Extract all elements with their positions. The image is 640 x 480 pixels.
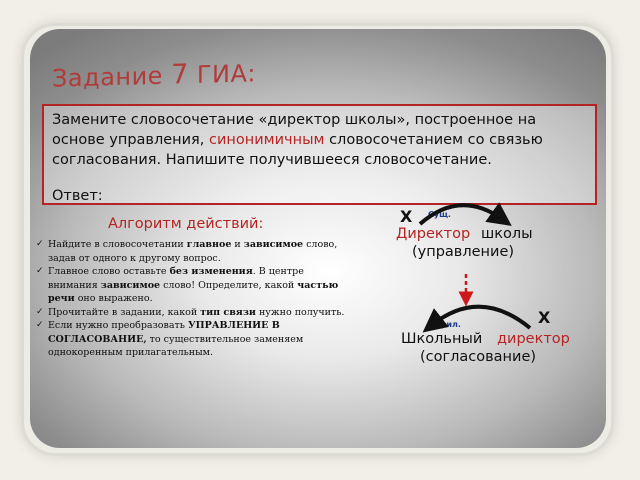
- title-number: 7: [171, 59, 189, 91]
- step-text: оно выражено.: [74, 293, 153, 304]
- title-prefix: Задание: [52, 61, 163, 93]
- step-text: без изменения: [169, 266, 253, 277]
- example1-link-type: (управление): [412, 244, 515, 260]
- example2-dependent-word: Школьный: [401, 331, 483, 347]
- cross-mark-2: X: [538, 308, 551, 327]
- check-icon: ✓: [36, 266, 44, 276]
- step-text: УПРАВЛЕНИЕ В СОГЛАСОВАНИЕ,: [48, 320, 280, 345]
- diagram-arrows: [30, 29, 606, 448]
- step-text: . В центре внимания: [48, 266, 304, 291]
- step-text: слово! Определите, какой: [160, 279, 298, 291]
- step-text: зависимое: [243, 239, 304, 250]
- check-icon: ✓: [36, 306, 44, 317]
- step-text: тип связи: [200, 306, 256, 318]
- step-text: слово, задав от одного к другому вопрос.: [48, 239, 338, 264]
- step-text: зависимое: [100, 279, 161, 291]
- step-text: Если нужно преобразовать: [48, 320, 188, 331]
- step-text: Главное слово оставьте: [48, 266, 170, 277]
- check-icon: ✓: [36, 239, 44, 249]
- task-text-part1: Замените словосочетание «директор школы», построенное на основе управления,: [52, 112, 537, 148]
- step-text: Прочитайте в задании, какой: [48, 306, 201, 318]
- check-icon: ✓: [36, 320, 44, 330]
- task-text-part2: словосочетанием со связью согласования. Напишите получившееся словосочетание.: [52, 132, 543, 168]
- example2-head-word: директор: [497, 331, 570, 347]
- noun-tag: Сущ.: [428, 210, 451, 219]
- adjective-tag: Прил.: [434, 320, 461, 329]
- example2-link-type: (согласование): [420, 349, 537, 365]
- example1-head-word: Директор: [396, 226, 471, 242]
- step-text: частью речи: [48, 279, 339, 304]
- step-text: и: [231, 239, 244, 250]
- task-highlight: синонимичным: [209, 132, 325, 148]
- step-text: то существительное заменяем однокоренным прилагательным.: [48, 333, 304, 358]
- dependency-arc-1: [420, 205, 502, 224]
- algorithm-title: Алгоритм действий:: [108, 216, 264, 232]
- step-text: Найдите в словосочетании: [48, 239, 187, 250]
- cross-mark-1: X: [400, 207, 413, 226]
- slide: [30, 29, 606, 448]
- step-text: нужно получить.: [255, 306, 345, 318]
- step-text: главное: [186, 239, 232, 250]
- answer-label: Ответ:: [52, 188, 103, 204]
- title-suffix: ГИА:: [196, 59, 257, 89]
- dependency-arc-2: [432, 307, 530, 328]
- example1-dependent-word: школы: [481, 226, 533, 242]
